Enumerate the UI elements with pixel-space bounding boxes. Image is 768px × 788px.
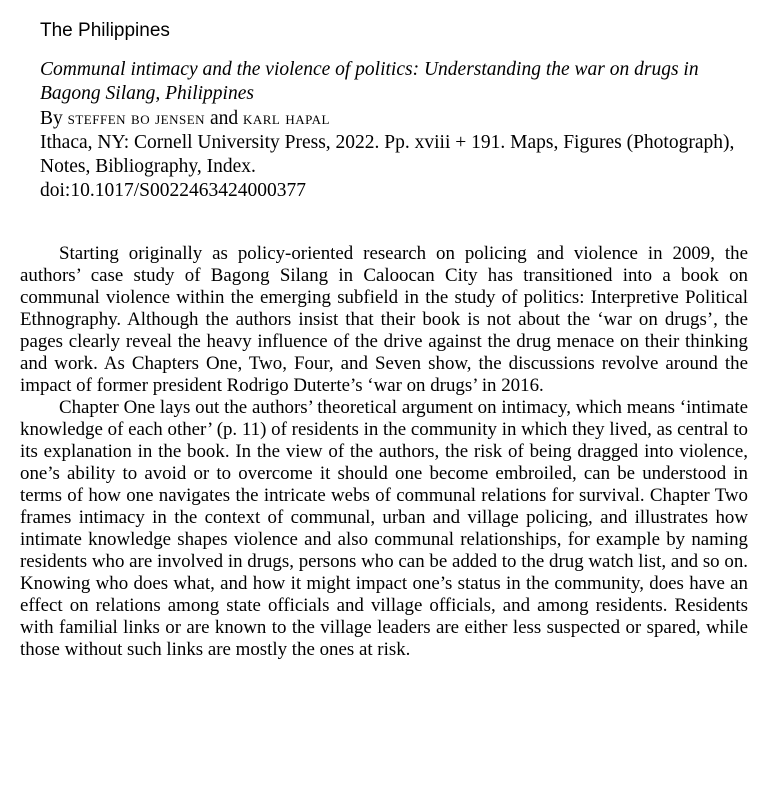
- author-name: steffen bo jensen: [67, 108, 206, 128]
- and-word: and: [209, 108, 239, 129]
- byline: [40, 106, 740, 131]
- review-body: [20, 243, 748, 661]
- paragraph: Starting originally as policy-oriented research on policing and violence in 2009, the authors’ case study of Bagong Silang in Caloocan City has transitioned into a book on communal violence within the emerging subfield in the study of politics: Interpretive Political Ethnography. Although the authors insist that their book is not about the ‘war on drugs’, the pages clearly reveal the heavy influence of the drive against the drug menace on their thinking and work. As Chapters One, Two, Four, and Seven show, the discussions revolve around the impact of former president Rodrigo Duterte’s ‘war on drugs’ in 2016.: [20, 243, 748, 396]
- author-name: karl hapal: [242, 108, 330, 128]
- publication-details: Ithaca, NY: Cornell University Press, 2022. Pp. xviii + 191. Maps, Figures (Photograph), Notes, Bibliography, Index.: [40, 132, 735, 177]
- by-word: By: [40, 108, 63, 129]
- book-title: Communal intimacy and the violence of politics: Understanding the war on drugs in Bagong Silang, Philippines: [40, 59, 699, 104]
- doi: doi:10.1017/S0022463424000377: [40, 180, 306, 201]
- paragraph: Chapter One lays out the authors’ theoretical argument on intimacy, which means ‘intimate knowledge of each other’ (p. 11) of residents in the community in which they lived, as central to its explanation in the book. In the view of the authors, the risk of being dragged into violence, one’s ability to avoid or to overcome it should one become embroiled, can be understood in terms of how one navigates the intricate webs of communal relations for survival. Chapter Two frames intimacy in the context of communal, urban and village policing, and illustrates how intimate knowledge shapes violence and also communal relationships, for example by naming residents who are involved in drugs, persons who can be added to the drug watch list, and so on. Knowing who does what, and how it might impact one’s status in the community, does have an effect on relations among state officials and village officials, and among residents. Residents with familial links or are known to the village leaders are either less suspected or spared, while those without such links are mostly the ones at risk.: [20, 397, 748, 660]
- section-label: The Philippines: [40, 20, 170, 41]
- review-header: [40, 58, 740, 203]
